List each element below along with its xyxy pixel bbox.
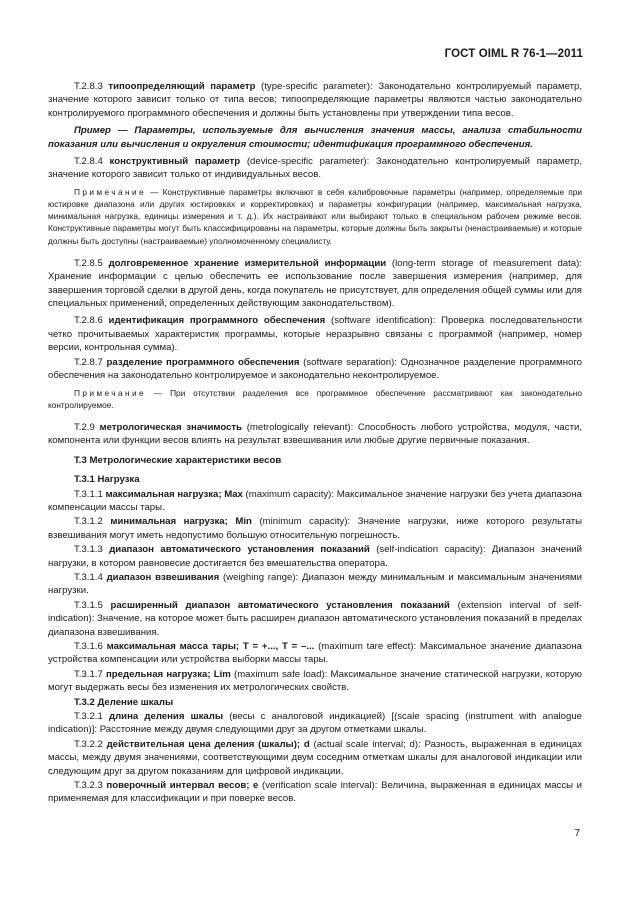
term: предельная нагрузка; Lim	[106, 668, 231, 680]
document-body	[48, 80, 582, 807]
term: поверочный интервал весов; e	[106, 780, 259, 792]
clause-t3-1-1: T.3.1.1 максимальная нагрузка; Max (maximum capacity): Максимальное значение нагрузки без учета диапазона компенсации массы тары.	[48, 488, 582, 513]
note-label: Примечание	[74, 186, 147, 197]
section-heading-t3: T.3 Метрологические характеристики весов	[74, 454, 282, 466]
clause-t3-1-3: T.3.1.3 диапазон автоматического установления показаний (self-indication capacity): Диапазон значений нагрузки, в котором равновесие достигается без вмешательства оператора.	[48, 544, 583, 569]
term: диапазон автоматического установления показаний	[109, 544, 370, 556]
clause-t3-1-4: T.3.1.4 диапазон взвешивания (weighing range): Диапазон между минимальным и максимальным значениями нагрузки.	[48, 571, 582, 597]
term: минимальная нагрузка; Min	[110, 516, 252, 528]
term: идентификация программного обеспечения	[108, 315, 326, 327]
subsection-heading-t3-2: T.3.2 Деление шкалы	[74, 696, 174, 708]
page-number: 7	[574, 828, 580, 839]
note-2: Примечание — При отсутствии разделения все программное обеспечение рассматривают как законодательно контролируемое.	[48, 387, 582, 410]
note-label: Примечание	[74, 387, 147, 398]
clause-t3-1-6: T.3.1.6 максимальная масса тары; T = +..., T = –... (maximum tare effect): Максимальное значение диапазона устройства компенсации или устройства выборки массы тары.	[48, 641, 582, 666]
term: максимальная нагрузка; Max	[105, 488, 243, 500]
clause-t3-1-7: T.3.1.7 предельная нагрузка; Lim (maximum safe load): Максимальное значение статической нагрузки, которую могут выдержать весы без изменения их метрологических свойств.	[48, 668, 582, 694]
term: метрологическая значимость	[99, 421, 243, 433]
clause-t3-2-2: T.3.2.2 действительная цена деления (шкалы); d (actual scale interval; d): Разность, выраженная в единицах массы, между двумя значениями, соответствующими двум соседним отметкам шкалы для аналоговой индикации или следующим друг за другом показаниям для цифровой индикации.	[48, 738, 582, 777]
clause-t3-2-3: T.3.2.3 поверочный интервал весов; e (verification scale interval): Величина, выраженная в единицах массы и применяемая для классификации и при поверке весов.	[48, 780, 582, 805]
clause-t3-1-2: T.3.1.2 минимальная нагрузка; Min (minimum capacity): Значение нагрузки, ниже которого результаты взвешивания могут иметь недопустимо большую относительную погрешность.	[48, 516, 583, 541]
clause-t3-2-1: T.3.2.1 длина деления шкалы (весы с аналоговой индикацией) [(scale spacing (instrument with analogue indication)]: Расстояние между двумя следующими друг за другом отметками шкалы.	[48, 711, 583, 736]
term: действительная цена деления (шкалы); d	[106, 738, 310, 750]
note-1: Примечание — Конструктивные параметры включают в себя калибровочные параметры (например, определяемые при юстировке диапазона или других юстировках и корректировках) и параметры конфигурации (например, максимальная нагрузка, минимальная нагрузка, единицы измерения и т. д.). Их настраивают или выбирают только в специальном рабочем режиме весов. Конструктивные параметры могут быть классифицированы на параметры, которые должны быть закрыты (ненастраиваемые) и которые должны быть доступны (настраиваемые) уполномоченному специалисту.	[48, 186, 582, 246]
term: максимальная масса тары; T = +..., T = –...	[106, 641, 315, 653]
term: конструктивный параметр	[109, 156, 241, 168]
term: долговременное хранение измерительной информации	[108, 257, 387, 269]
clause-t2-8-7: T.2.8.7 разделение программного обеспечения (software separation): Однозначное разделение программного обеспечения на законодательно контролируемое и законодательно неконтролируемое.	[48, 356, 583, 382]
term: длина деления шкалы	[109, 711, 224, 723]
document-header: ГОСТ OIML R 76-1—2011	[444, 48, 583, 60]
example-note: Пример — Параметры, используемые для вычисления значения массы, анализа стабильности показания или вычисления и округления стоимости; идентификация программного обеспечения.	[48, 125, 582, 150]
clause-t3-1-5: T.3.1.5 расширенный диапазон автоматического установления показаний (extension interval of self-indication): Значение, на которое может быть расширен диапазон автоматического установления показаний в пределах диапазона взвешивания.	[48, 599, 582, 638]
term: диапазон взвешивания	[106, 571, 220, 583]
clause-t2-8-3: T.2.8.3 типоопределяющий параметр (type-specific parameter): Законодательно контролируемый параметр, значение которого зависит только от типа весов; типоопределяющие параметры являются частью законодательно контролируемого программного обеспечения и должны быть установлены при утверждении типа весов.	[48, 81, 582, 119]
term: расширенный диапазон автоматического установления показаний	[110, 599, 450, 611]
term: разделение программного обеспечения	[106, 356, 300, 368]
clause-t2-8-4: T.2.8.4 конструктивный параметр (device-specific parameter): Законодательно контролируемый параметр, значение которого зависит только от индивидуальных весов.	[48, 156, 582, 181]
clause-t2-8-6: T.2.8.6 идентификация программного обеспечения (software identification): Проверка последовательности четко прочитываемых характеристик программы, которые неразрывно связаны с программой (например, номер версии, контрольная сумма).	[48, 315, 582, 354]
clause-t2-9: T.2.9 метрологическая значимость (metrologically relevant): Способность любого устройства, модуля, части, компонента или функции весов влиять на результат взвешивания или любые другие первичные показания.	[48, 421, 582, 447]
subsection-heading-t3-1: T.3.1 Нагрузка	[74, 474, 140, 486]
term: типоопределяющий параметр	[108, 81, 256, 92]
clause-t2-8-5: T.2.8.5 долговременное хранение измерительной информации (long-term storage of measurement data): Хранение информации с целью обеспечить ее использование после завершения измерения (например, для завершения торговой сделки в другой день, когда покупатель не присутствует, для определения общей суммы или для специальных применений, определенных действующим законодательством).	[48, 257, 583, 310]
